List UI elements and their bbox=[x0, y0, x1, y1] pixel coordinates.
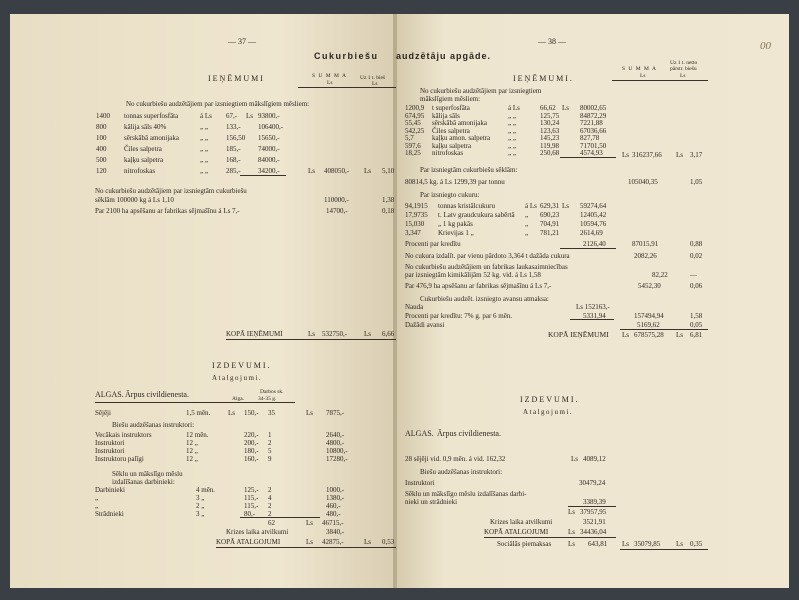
fert-total-ls-right: Ls bbox=[622, 151, 629, 159]
per-heading1-right: Uz 1 t. netto bbox=[670, 60, 698, 66]
sugar-name: Krievijas 1 „ bbox=[438, 229, 474, 237]
soc-amount-right: 643,81 bbox=[588, 540, 608, 548]
fert-price: 123,63 bbox=[540, 126, 560, 135]
instr-amount: 17280,- bbox=[326, 455, 348, 463]
fert-intro2-right: mākslīgiem mēsliem: bbox=[420, 95, 481, 103]
sugar-price: 690,23 bbox=[540, 211, 560, 219]
seed-per-right: 1,05 bbox=[690, 178, 703, 186]
fert-price: 67,- bbox=[226, 112, 238, 120]
per-t-ls-left: Ls bbox=[372, 81, 378, 87]
fert-per-right: 3,17 bbox=[690, 151, 703, 159]
fert-rate: „ „ bbox=[508, 141, 516, 150]
summa-heading-right: S U M M A bbox=[622, 66, 657, 72]
sugar-amount: 59274,64 bbox=[580, 202, 607, 210]
fert-amount: 15650,- bbox=[258, 134, 280, 142]
sugar-qty: 17,9735 bbox=[405, 211, 428, 219]
seji-line-right: 28 sējēji vid. 0,9 mēn. á vid. 162,32 bbox=[405, 455, 506, 463]
instr-alga: 180,- bbox=[244, 447, 259, 455]
sugar-price: 629,31 bbox=[540, 202, 560, 210]
page-title-right: audzētāju apgāde. bbox=[396, 51, 492, 61]
fert-qty: 120 bbox=[96, 167, 107, 175]
fert-price: 125,75 bbox=[540, 111, 560, 120]
fert-price: 66,62 bbox=[540, 104, 556, 112]
kopa-ienemumi-per-left: 6,66 bbox=[382, 330, 395, 338]
fert-name: kālija sāls bbox=[432, 111, 460, 120]
fert-price: 285,- bbox=[226, 167, 241, 175]
fert-qty: 800 bbox=[96, 123, 107, 131]
izdal-label-right: No cukura izdalīt. par vienu pārdoto 3,364 t dažāda cukura bbox=[405, 252, 570, 260]
lauks-line1-right: No cukurbiešu audzētājiem un fabrikas laukasaimniecības bbox=[405, 263, 568, 271]
seklu-line2-right: nieki un strādnieki bbox=[405, 498, 458, 506]
fert-qty: 1200,9 bbox=[405, 104, 425, 112]
fert-amount: 84872,29 bbox=[580, 111, 607, 120]
instr-count: 5 bbox=[268, 447, 272, 455]
worker-count: 2 bbox=[268, 502, 272, 510]
summa-ls-right: Ls bbox=[640, 73, 646, 79]
kopa-ienemumi-label-right: KOPĀ IEŅĒMUMI bbox=[548, 330, 609, 339]
procenti-amount-right: 2126,40 bbox=[583, 240, 606, 248]
fert-amount: 67036,66 bbox=[580, 126, 607, 135]
fert-amount: 34200,- bbox=[258, 167, 280, 175]
seed-amount-left: 110000,- bbox=[324, 196, 349, 204]
dazadi-label-right: Dažādi avansi bbox=[405, 321, 445, 329]
sugar-rate: á Ls bbox=[525, 202, 537, 210]
seklu-line1-left: Sēklu un mākslīgo mēslu bbox=[112, 470, 183, 478]
spray-amount-left: 14700,- bbox=[326, 207, 348, 215]
instr-count: 9 bbox=[268, 455, 272, 463]
sugar-amount: 2614,69 bbox=[580, 229, 603, 237]
procenti-label-right: Procenti par kredītu bbox=[405, 240, 461, 248]
per-t-heading-left: Uz 1 t. bieš bbox=[360, 75, 386, 81]
fert-rate: á Ls bbox=[508, 104, 520, 112]
worker-amount: 480,- bbox=[326, 510, 341, 518]
kopa-ienemumi-rule-left bbox=[226, 339, 396, 340]
worker-term: 3 „ bbox=[196, 510, 205, 518]
cukurs-sum-rule-right bbox=[560, 248, 616, 249]
fert-name: Čiles salpetra bbox=[432, 126, 470, 135]
fert-name: nitrofoskas bbox=[124, 167, 156, 175]
worker-alga: 125,- bbox=[244, 486, 259, 494]
arpus-label-left: Ārpus civildienesta. bbox=[125, 390, 189, 399]
fert-qty: 55,45 bbox=[405, 119, 421, 127]
page-number-left: — 37 — bbox=[228, 37, 256, 46]
instr-heading-left: Biešu audzēšanas instruktori: bbox=[112, 421, 195, 429]
sugar-qty: 94,1915 bbox=[405, 202, 428, 210]
kopa-atalgojumi-rule-right bbox=[484, 537, 616, 538]
fert-rate: „ „ bbox=[508, 111, 516, 120]
fert-qty: 500 bbox=[96, 156, 107, 164]
algas-sum-ls-left: Ls bbox=[306, 519, 313, 527]
fert-amount: 4574,93 bbox=[580, 149, 603, 157]
fert-qty: 18,25 bbox=[405, 149, 421, 157]
per-heading2-right: pārstr. biešu bbox=[670, 66, 697, 72]
fert-qty: 674,95 bbox=[405, 111, 425, 120]
fert-name: kaļķu salpetra bbox=[124, 156, 164, 164]
ienemumi-heading-right: IEŅĒMUMI. bbox=[513, 74, 574, 83]
fert-amount: 93800,- bbox=[258, 112, 280, 120]
worker-name: „ bbox=[95, 502, 99, 510]
worker-alga: 80,- bbox=[244, 510, 256, 518]
seed-line2-left: sēklām 100000 kg á Ls 1,10 bbox=[95, 196, 174, 204]
fert-rate: „ „ bbox=[200, 123, 208, 131]
algas-sum-amount-left: 46715,- bbox=[322, 519, 344, 527]
sugar-amount: 12405,42 bbox=[580, 211, 607, 219]
kopa-ienemumi-amount-right: 678575,28 bbox=[634, 331, 664, 339]
seklu-line2-left: izdalīšanas darbinieki: bbox=[112, 478, 175, 486]
avans-per-right: 1,58 bbox=[690, 312, 703, 320]
procenti-sum-right: 87015,91 bbox=[632, 240, 659, 248]
worker-name: „ bbox=[95, 494, 99, 502]
spray-per-left: 0,18 bbox=[382, 207, 395, 215]
avans-rule-right bbox=[570, 319, 614, 320]
algas-sum-rule-left bbox=[240, 517, 320, 518]
instr-amount: 4800,- bbox=[326, 439, 345, 447]
worker-count: 2 bbox=[268, 510, 272, 518]
instr-count: 2 bbox=[268, 439, 272, 447]
spray-line-left: Par 2100 ha apsēšanu ar fabrikas sējmašīnu á Ls 7,- bbox=[95, 207, 240, 215]
fert-name: kaļķu amon. salpetra bbox=[432, 134, 491, 142]
worker-alga: 115,- bbox=[244, 494, 259, 502]
summa-ls-left: Ls bbox=[327, 80, 333, 86]
instr-term: 12 „ bbox=[186, 447, 198, 455]
soc-sum-right: 35079,85 bbox=[634, 540, 661, 548]
fert-price: 185,- bbox=[226, 145, 241, 153]
fert-price: 168,- bbox=[226, 156, 241, 164]
worker-term: 3 „ bbox=[196, 494, 205, 502]
seji-count-left: 35 bbox=[268, 409, 275, 417]
soc-ls3-right: Ls bbox=[676, 540, 683, 548]
seji-alga-left: 150,- bbox=[244, 409, 259, 417]
arpus-label-right: Ārpus civildienesta. bbox=[437, 429, 501, 438]
seji-term-left: 1,5 mēn. bbox=[186, 409, 211, 417]
algas-label-left: ALGAS. bbox=[95, 390, 124, 399]
fert-qty: 5,7 bbox=[405, 134, 414, 142]
fert-rate: „ „ bbox=[508, 134, 516, 142]
worker-count: 4 bbox=[268, 494, 272, 502]
instr-alga: 160,- bbox=[244, 455, 259, 463]
soc-rule-right bbox=[620, 549, 708, 550]
years-heading-left: 34-35 g. bbox=[258, 396, 277, 402]
avans-heading-right: Cukurbiešu audzēt. izsniegto avansu atmaksa: bbox=[420, 295, 549, 303]
fert-per-left: 5,10 bbox=[382, 167, 395, 175]
fert-price: 145,23 bbox=[540, 134, 560, 142]
kopa-atalgojumi-amount-left: 42875,- bbox=[322, 538, 344, 546]
ienemumi-heading-left: IEŅĒMUMI bbox=[208, 74, 265, 83]
fert-price: 250,68 bbox=[540, 149, 560, 157]
soc-ls2-right: Ls bbox=[622, 540, 629, 548]
fert-sum-rule-right bbox=[560, 157, 616, 158]
soc-label-right: Sociālās piemaksas bbox=[497, 540, 552, 548]
izdevumi-heading-right: IZDEVUMI. bbox=[520, 395, 580, 404]
worker-amount: 460,- bbox=[326, 502, 341, 510]
fert-total-left: 408050,- bbox=[324, 167, 350, 175]
algas-rule-left bbox=[95, 402, 295, 403]
margin-pencil-mark: 00 bbox=[760, 40, 771, 52]
sugar-qty: 3,347 bbox=[405, 229, 421, 237]
seji-name-left: Sējēji bbox=[95, 409, 111, 417]
avans-proc-label-right: Procenti par kredītu: 7% g. par 6 mēn. bbox=[405, 312, 513, 320]
sugar-rate: „ bbox=[525, 229, 529, 237]
apsesana-line-right: Par 476,9 ha apsēšanu ar fabrikas sējmašīnu á Ls 7,- bbox=[405, 282, 552, 290]
seed-heading-right: Par izsniegtām cukurbiešu sēklām: bbox=[420, 166, 518, 174]
worker-term: 2 „ bbox=[196, 502, 205, 510]
instr-label-right: Instruktori bbox=[405, 479, 435, 487]
seji-amount-left: 7875,- bbox=[326, 409, 345, 417]
seji-ls-right: Ls bbox=[571, 455, 578, 463]
fert-qty: 542,25 bbox=[405, 126, 425, 135]
fert-rate: „ „ bbox=[200, 156, 208, 164]
fert-qty: 400 bbox=[96, 145, 107, 153]
instr-alga: 220,- bbox=[244, 431, 259, 439]
fert-amount: 106400,- bbox=[258, 123, 284, 131]
fert-amount: 71701,50 bbox=[580, 141, 607, 150]
instr-amount: 2640,- bbox=[326, 431, 345, 439]
kopa-ienemumi-ls2-right: Ls bbox=[676, 331, 683, 339]
fert-rate: „ „ bbox=[508, 119, 516, 127]
fert-qty: 1400 bbox=[96, 112, 110, 120]
instr-term: 12 mēn. bbox=[186, 431, 209, 439]
fert-per-ls-right: Ls bbox=[676, 151, 683, 159]
fert-rate: „ „ bbox=[200, 145, 208, 153]
sugar-name: „ 1 kg pakās bbox=[438, 220, 473, 228]
algas-sum-amount-right: 37957,95 bbox=[580, 508, 607, 516]
lauks-per-right: — bbox=[690, 271, 697, 279]
fert-rate: „ „ bbox=[508, 149, 516, 157]
worker-name: Strādnieki bbox=[95, 510, 124, 518]
instr-name: Instruktoru palīgi bbox=[95, 455, 144, 463]
kopa-atalgojumi-ls-right: Ls bbox=[568, 528, 575, 536]
algas-sum-rule-right bbox=[568, 506, 616, 507]
worker-amount: 1380,- bbox=[326, 494, 345, 502]
izdevumi-heading-left: IZDEVUMI. bbox=[212, 361, 272, 370]
fertilizer-intro-left: No cukurbiešu audzētājiem par izsniegtiem mākslīgiem mēsliem: bbox=[126, 100, 310, 108]
kopa-atalgojumi-amount-right: 34436,04 bbox=[580, 528, 607, 536]
kopa-atalgojumi-per-left: 0,53 bbox=[382, 538, 395, 546]
summa-heading-left: S U M M A bbox=[312, 73, 347, 79]
izdal-amount-right: 2082,26 bbox=[634, 252, 657, 260]
kopa-ienemumi-ls-right: Ls bbox=[622, 331, 629, 339]
fert-amount: 84000,- bbox=[258, 156, 280, 164]
instr-term: 12 „ bbox=[186, 439, 198, 447]
fert-amount: 7221,88 bbox=[580, 119, 603, 127]
kopa-ienemumi-per-right: 6,81 bbox=[690, 331, 703, 339]
fert-sum-rule-left bbox=[240, 175, 286, 176]
fert-price: 156,50 bbox=[226, 134, 246, 142]
nauda-label-right: Nauda bbox=[405, 303, 424, 311]
worker-term: 4 mēn. bbox=[196, 486, 216, 494]
darbos-heading-left: Darbos sk. bbox=[260, 389, 284, 395]
per-ls-right: Ls bbox=[680, 73, 686, 79]
fert-amount: 74000,- bbox=[258, 145, 280, 153]
seklu-amount-right: 3389,39 bbox=[583, 498, 606, 506]
sugar-rate: „ bbox=[525, 220, 529, 228]
soc-ls-right: Ls bbox=[568, 540, 575, 548]
sugar-name: tonnas kristālcukuru bbox=[438, 202, 495, 210]
fert-price: 130,24 bbox=[540, 119, 560, 127]
seji-amount-right: 4089,12 bbox=[583, 455, 606, 463]
seed-line1-left: No cukurbiešu audzētājiem par izsniegtām cukurbiešu bbox=[95, 187, 247, 195]
kopa-ienemumi-amount-left: 532750,- bbox=[322, 330, 348, 338]
procenti-per-right: 0,88 bbox=[690, 240, 703, 248]
instr-amount: 10800,- bbox=[326, 447, 348, 455]
nauda-amount-right: Ls 152163,- bbox=[576, 303, 610, 311]
fert-qty: 597,6 bbox=[405, 141, 421, 150]
kopa-atalgojumi-ls2-left: Ls bbox=[364, 538, 371, 546]
page-title-left: Cukurbiešu bbox=[314, 51, 379, 61]
alga-heading-left: Alga. bbox=[232, 396, 245, 402]
header-rule-right bbox=[612, 80, 708, 81]
sugar-price: 781,21 bbox=[540, 229, 560, 237]
seji-ls2-left: Ls bbox=[306, 409, 313, 417]
fert-name: kālija sāls 40% bbox=[124, 123, 167, 131]
kopa-atalgojumi-ls-left: Ls bbox=[306, 538, 313, 546]
izdal-per-right: 0,02 bbox=[690, 252, 703, 260]
seed-per-left: 1,38 bbox=[382, 196, 395, 204]
seji-ls-left: Ls bbox=[228, 409, 235, 417]
kopa-atalgojumi-rule-left bbox=[216, 547, 396, 548]
fert-rate: á Ls bbox=[200, 112, 212, 120]
instr-name: Vecākais instruktors bbox=[95, 431, 152, 439]
algas-sum-ls-right: Ls bbox=[568, 508, 575, 516]
instr-name: Instruktori bbox=[95, 439, 125, 447]
fert-ls: Ls bbox=[246, 112, 253, 120]
instr-heading-right: Biešu audzēšanas instruktori: bbox=[420, 468, 503, 476]
kopa-ienemumi-top-rule-right bbox=[620, 329, 708, 330]
krizes-label-right: Krizes laika atvilkumi bbox=[490, 518, 553, 526]
fert-price: 119,98 bbox=[540, 141, 559, 150]
algas-sum-count-left: 62 bbox=[268, 519, 275, 527]
atalgojumi-heading-left: Atalgojumi. bbox=[212, 374, 263, 382]
fert-name: kaļķu salpetra bbox=[432, 141, 472, 150]
fert-amount: 827,78 bbox=[580, 134, 600, 142]
fert-rate: „ „ bbox=[200, 167, 208, 175]
fert-name: t superfosfāta bbox=[432, 104, 470, 112]
worker-amount: 1000,- bbox=[326, 486, 345, 494]
fert-name: sērskābā amonijaka bbox=[432, 119, 488, 127]
fert-total-right: 316237,66 bbox=[632, 151, 662, 159]
fert-qty: 100 bbox=[96, 134, 107, 142]
instr-alga: 200,- bbox=[244, 439, 259, 447]
soc-per-right: 0,35 bbox=[690, 540, 703, 548]
dazadi-per-right: 0,05 bbox=[690, 321, 703, 329]
header-rule-left bbox=[298, 87, 396, 88]
worker-count: 2 bbox=[268, 486, 272, 494]
fert-amount: 80002,65 bbox=[580, 104, 607, 112]
apsesana-per-right: 0,06 bbox=[690, 282, 703, 290]
krizes-amount-left: 3840,- bbox=[326, 528, 345, 536]
page-number-right: — 38 — bbox=[538, 37, 566, 46]
cukurs-heading-right: Par izsniegto cukuru: bbox=[420, 191, 480, 199]
fert-price: 133,- bbox=[226, 123, 241, 131]
instr-amount-right: 30479,24 bbox=[579, 479, 606, 487]
fert-name: nitrofoskas bbox=[432, 149, 464, 157]
sugar-price: 704,91 bbox=[540, 220, 560, 228]
kopa-ienemumi-label-left: KOPĀ IEŅĒMUMI bbox=[226, 330, 283, 338]
fert-name: tonnas superfosfāta bbox=[124, 112, 179, 120]
algas-label-right: ALGAS. bbox=[405, 429, 434, 438]
atalgojumi-heading-right: Atalgojumi. bbox=[523, 408, 574, 416]
fert-intro1-right: No cukurbiešu audzētājiem par izsniegtiem bbox=[420, 87, 542, 95]
fert-per-ls-left: Ls bbox=[364, 167, 371, 175]
sugar-ls: Ls bbox=[562, 202, 569, 210]
fert-ls: Ls bbox=[562, 104, 569, 112]
kopa-ienemumi-ls-left: Ls bbox=[308, 330, 315, 338]
dazadi-amount-right: 5169,62 bbox=[637, 321, 660, 329]
lauks-amount-right: 82,22 bbox=[652, 271, 668, 279]
fert-rate: „ „ bbox=[200, 134, 208, 142]
avans-sum-right: 157494,94 bbox=[634, 312, 664, 320]
kopa-atalgojumi-label-left: KOPĀ ATALGOJUMI bbox=[216, 538, 281, 546]
instr-count: 1 bbox=[268, 431, 272, 439]
apsesana-amount-right: 5452,30 bbox=[638, 282, 661, 290]
sugar-amount: 10594,76 bbox=[580, 220, 607, 228]
instr-term: 12 „ bbox=[186, 455, 198, 463]
kopa-ienemumi-ls2-left: Ls bbox=[364, 330, 371, 338]
fert-total-ls-left: Ls bbox=[308, 167, 315, 175]
sugar-rate: „ bbox=[525, 211, 529, 219]
sugar-name: t. Latv graudcukura sabērtā bbox=[438, 211, 515, 219]
fert-name: sērskābā amonijaka bbox=[124, 134, 180, 142]
sugar-qty: 15,030 bbox=[405, 220, 425, 228]
worker-alga: 115,- bbox=[244, 502, 259, 510]
krizes-label-left: Krizes laika atvilkumi bbox=[226, 528, 289, 536]
avans-proc-amount-right: 5331,94 bbox=[583, 312, 606, 320]
instr-name: Instruktori bbox=[95, 447, 125, 455]
krizes-amount-right: 3521,91 bbox=[583, 518, 606, 526]
seed-amount-right: 105040,35 bbox=[628, 178, 658, 186]
seklu-line1-right: Sēklu un mākslīgo mēslu izdalīšanas darbi- bbox=[405, 490, 527, 498]
fert-rate: „ „ bbox=[508, 126, 516, 135]
kopa-atalgojumi-label-right: KOPĀ ATALGOJUMI bbox=[484, 528, 549, 536]
worker-name: Darbinieki bbox=[95, 486, 125, 494]
seed-line-right: 80814,5 kg. á Ls 1299,39 par tonnu bbox=[405, 178, 505, 186]
lauks-line2-right: par izsniegtām kimikālijām 52 kg. vid. á Ls 1,58 bbox=[405, 271, 541, 279]
fert-name: Čiles salpetra bbox=[124, 145, 162, 153]
